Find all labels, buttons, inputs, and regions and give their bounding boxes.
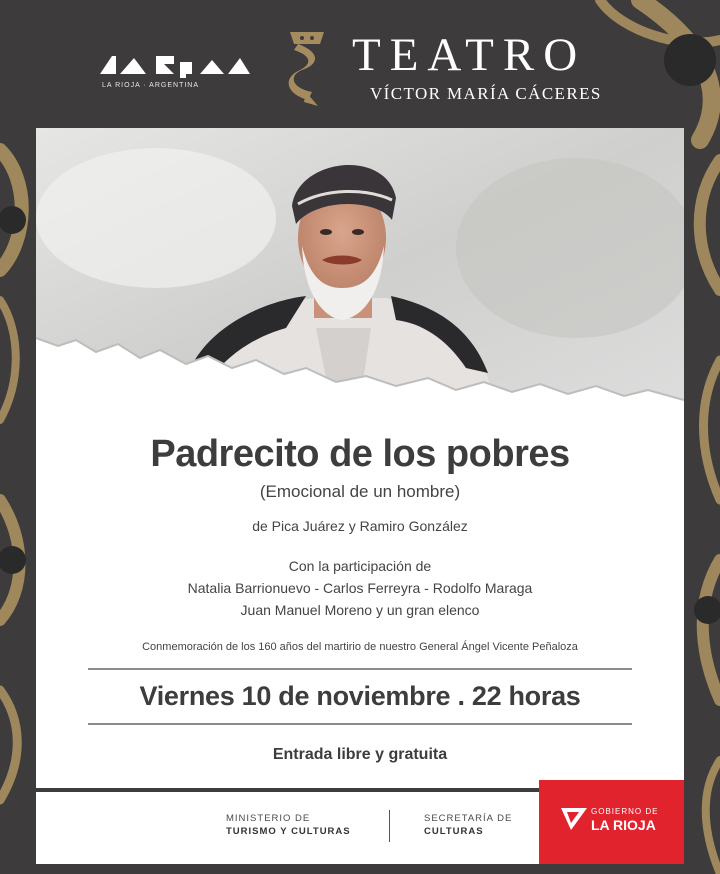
commemoration-note: Conmemoración de los 160 años del martirio de nuestro General Ángel Vicente Peñaloza <box>142 641 578 653</box>
portrait-illustration <box>36 128 684 428</box>
ministry-line-2: TURISMO Y CULTURAS <box>226 826 351 837</box>
theatre-subtitle: VÍCTOR MARÍA CÁCERES <box>370 84 602 103</box>
event-date-time: Viernes 10 de noviembre . 22 horas <box>139 681 581 711</box>
gov-line-2: LA RIOJA <box>591 817 656 833</box>
entry-info: Entrada libre y gratuita <box>272 746 448 763</box>
footer-sponsors <box>36 792 684 864</box>
gobierno-la-rioja-logo <box>539 780 684 864</box>
cast-intro: Con la participación de <box>288 558 432 574</box>
la-rioja-logo <box>100 52 250 96</box>
secretariat-logo <box>424 812 512 838</box>
gobierno-mark-icon <box>561 808 587 830</box>
footer-divider <box>389 810 390 842</box>
header <box>0 0 720 122</box>
theatre-name: TEATRO <box>352 29 587 81</box>
play-authors: de Pica Juárez y Ramiro González <box>252 518 468 534</box>
la-rioja-logo-subtitle: LA RIOJA · ARGENTINA <box>102 82 200 89</box>
divider-bottom <box>88 723 632 725</box>
divider-top <box>88 668 632 670</box>
play-title: Padrecito de los pobres <box>150 433 570 475</box>
ministry-line-1: MINISTERIO DE <box>226 813 311 824</box>
secretariat-line-2: CULTURAS <box>424 826 484 837</box>
theatre-emblem-icon <box>284 30 330 108</box>
secretariat-line-1: SECRETARÍA DE <box>424 813 513 824</box>
gov-line-1: GOBIERNO DE <box>591 807 659 816</box>
ministry-logo <box>226 812 351 838</box>
poster <box>36 128 684 788</box>
play-subtitle: (Emocional de un hombre) <box>259 482 461 501</box>
cast-line-1: Natalia Barrionuevo - Carlos Ferreyra - Rodolfo Maraga <box>187 580 533 596</box>
la-rioja-wordmark-icon <box>100 52 250 78</box>
cast-line-2: Juan Manuel Moreno y un gran elenco <box>240 602 480 618</box>
